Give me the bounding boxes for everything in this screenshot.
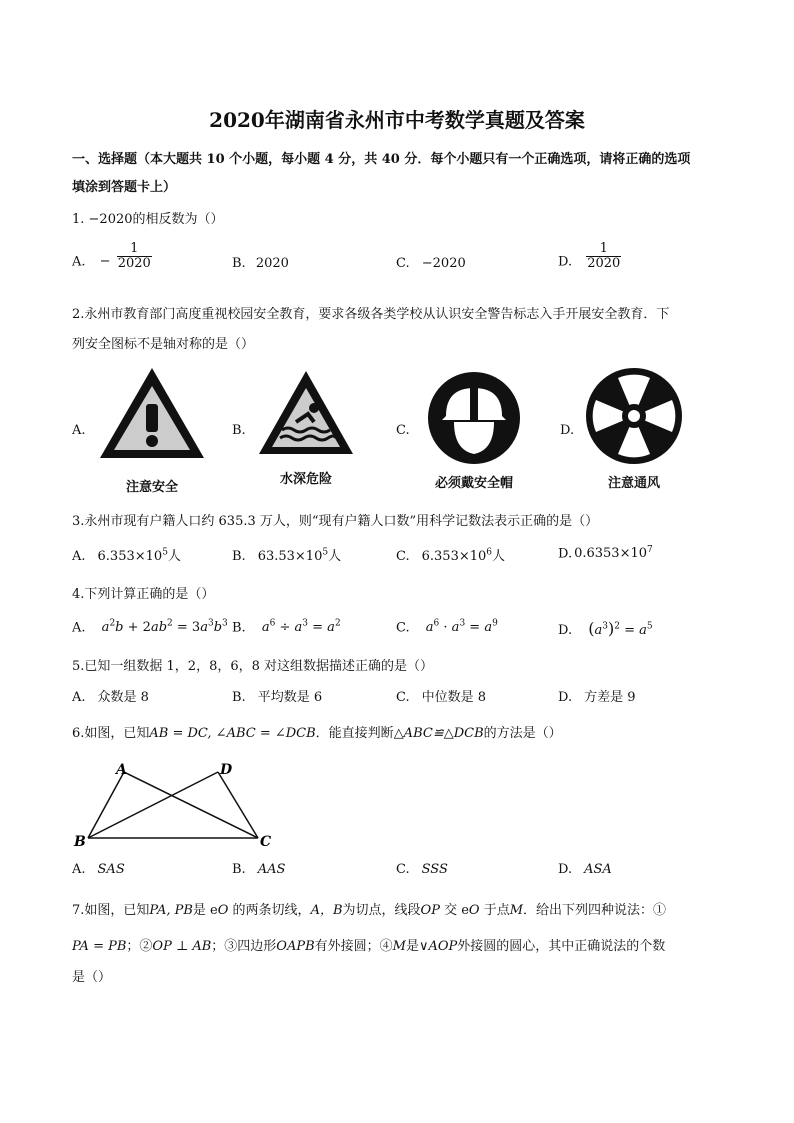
q3-option-b: B. $63.53\times 10^5$人 bbox=[232, 547, 342, 564]
q4-option-d: D. $(a^3)^2 = a^5$ bbox=[558, 619, 653, 638]
q7-stem-line1: 7.如图，已知PA, PB是 eO 的两条切线，A，B为切点，线段OP 交 eO 于点M．给出下列四种说法：① bbox=[72, 903, 667, 918]
q3-option-d: D. $0.6353\times 10^7$ bbox=[558, 545, 653, 562]
q6-point-b: B bbox=[74, 834, 86, 850]
q6-option-d: D. ASA bbox=[558, 862, 612, 877]
q2-caption-c: 必须戴安全帽 bbox=[434, 476, 513, 491]
q4-option-a: A. $a^2b + 2ab^2 = 3a^3b^3$ bbox=[72, 619, 228, 636]
q5-stem: 5.已知一组数据 1，2，8，6，8 对这组数据描述正确的是（） bbox=[72, 659, 434, 674]
ventilation-fan-icon bbox=[582, 364, 686, 468]
q4-option-b: B. $a^6 \div a^3 = a^2$ bbox=[232, 619, 341, 636]
q3-stem: 3.永州市现有户籍人口约 635.3 万人，则“现有户籍人口数”用科学记数法表示正确的是（） bbox=[72, 514, 599, 529]
q1-option-b: B. 2020 bbox=[232, 256, 289, 271]
q2-option-a-label: A. bbox=[72, 423, 86, 438]
q3-option-c: C. $6.353\times 10^6$人 bbox=[396, 547, 506, 564]
q6-option-c: C. SSS bbox=[396, 862, 448, 877]
q6-point-a: A bbox=[116, 762, 127, 778]
helmet-mandatory-icon bbox=[426, 370, 522, 466]
q7-stem-line2: PA = PB；②OP ⊥ AB；③四边形OAPB有外接圆；④M是∨AOP外接圆的圆心，其中正确说法的个数 bbox=[72, 939, 666, 954]
q4-stem: 4.下列计算正确的是（） bbox=[72, 587, 215, 602]
q5-option-c: C. 中位数是 8 bbox=[396, 690, 487, 705]
q4-option-c: C. $a^6 \cdot a^3 = a^9$ bbox=[396, 619, 498, 636]
q6-triangle-figure bbox=[72, 758, 282, 850]
section-header-line1: 一、选择题（本大题共 10 个小题，每小题 4 分，共 40 分．每个小题只有一个正确选项，请将正确的选项 bbox=[72, 152, 691, 167]
q6-point-d: D bbox=[220, 762, 233, 778]
q1-option-c: C. −2020 bbox=[396, 256, 466, 271]
q2-option-d-label: D. bbox=[560, 423, 575, 438]
q2-stem-line2: 列安全图标不是轴对称的是（） bbox=[72, 337, 255, 352]
q4-options bbox=[72, 619, 732, 643]
q6-stem: 6.如图，已知AB = DC, ∠ABC = ∠DCB．能直接判断△ABC≌△DCB的方法是（） bbox=[72, 726, 562, 741]
page-title: 2020年湖南省永州市中考数学真题及答案 bbox=[209, 108, 585, 132]
q2-option-c-label: C. bbox=[396, 423, 410, 438]
q2-option-b-label: B. bbox=[232, 423, 246, 438]
q7-stem-line3: 是（） bbox=[72, 970, 112, 985]
deep-water-warning-icon bbox=[256, 368, 356, 458]
q5-options bbox=[72, 686, 732, 710]
q2-stem-line1: 2.永州市教育部门高度重视校园安全教育，要求各级各类学校从认识安全警告标志入手开展安全教育．下 bbox=[72, 307, 670, 322]
q1-option-a: A. − $\frac{1}{2020}$ bbox=[72, 241, 151, 272]
q6-option-a: A. SAS bbox=[72, 862, 125, 877]
q3-option-a: A. $6.353\times 10^5$人 bbox=[72, 547, 181, 564]
q1-options bbox=[72, 241, 732, 284]
q1-option-d: D. $\frac{1}{2020}$ bbox=[558, 241, 621, 272]
q2-caption-b: 水深危险 bbox=[279, 472, 332, 487]
q6-options bbox=[72, 862, 732, 886]
section-header-line2: 填涂到答题卡上） bbox=[72, 180, 177, 195]
q6-point-c: C bbox=[260, 834, 272, 850]
q2-caption-d: 注意通风 bbox=[607, 476, 660, 491]
q3-options bbox=[72, 545, 732, 569]
q2-caption-a: 注意安全 bbox=[125, 480, 178, 495]
q5-option-d: D. 方差是 9 bbox=[558, 690, 636, 705]
exclamation-warning-icon bbox=[96, 364, 208, 464]
q5-option-b: B. 平均数是 6 bbox=[232, 690, 323, 705]
q1-stem: 1. −2020的相反数为（） bbox=[72, 212, 224, 227]
q6-option-b: B. AAS bbox=[232, 862, 286, 877]
q5-option-a: A. 众数是 8 bbox=[72, 690, 149, 705]
